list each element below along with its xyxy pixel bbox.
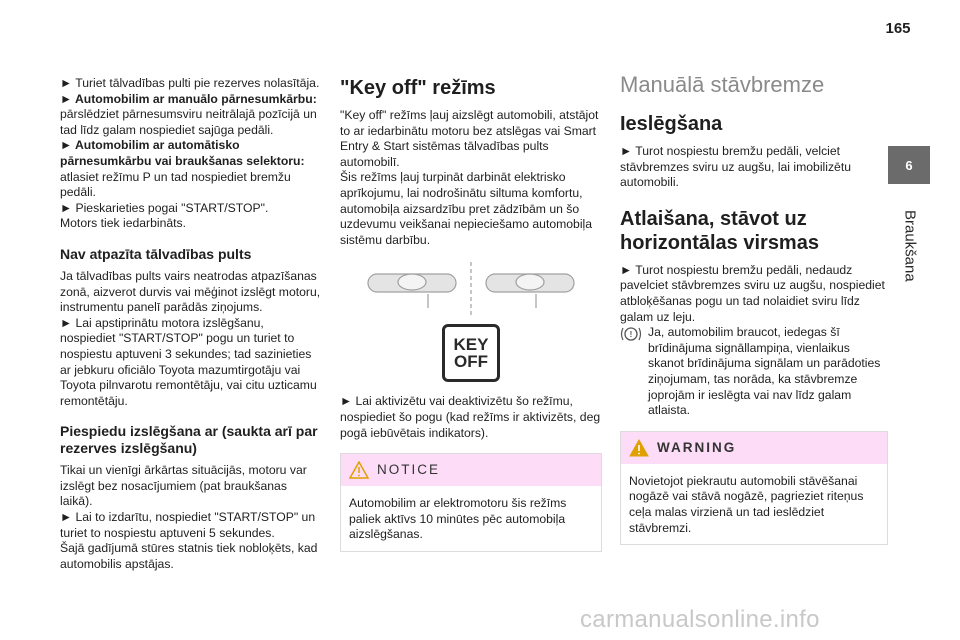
warning-triangle-icon [629, 439, 649, 457]
paragraph: ► Turot nospiestu bremžu pedāli, nedaudz pavelciet stāvbremzes sviru uz augšu, nospiediet atbloķēšanas pogu un tad nolaidiet sviru līdz galam uz leju. [620, 262, 885, 324]
notice-body: Automobilim ar elektromotoru šis režīms paliek aktīvs 10 minūtes pēc automobiļa aizslēgšanas. [349, 496, 567, 542]
paragraph: ► Turot nospiestu bremžu pedāli, velciet stāvbremzes sviru uz augšu, lai imobilizētu automobili. [620, 144, 851, 190]
paragraph: Tikai un vienīgi ārkārtas situācijās, motoru var izslēgt bez nosacījumiem (pat braukšanas laikā). [60, 463, 307, 509]
paragraph: ► Lai aktivizētu vai deaktivizētu šo režīmu, nospiediet šo pogu (kad režīms ir aktivizēts, deg pogā iebūvētais indikators). [340, 394, 601, 440]
watermark-footer: carmanualsonline.info [580, 606, 820, 633]
paragraph: ► Lai to izdarītu, nospiediet "START/STOP" un turiet to nospiestu aptuveni 5 sekundes. [60, 510, 316, 540]
notice-box [340, 453, 602, 552]
column-1 [60, 76, 322, 572]
paragraph: Šajā gadījumā stūres statnis tiek nobloķēts, kad automobilis apstājas. [60, 541, 318, 571]
warning-lamp-note [620, 325, 888, 419]
paragraph: ► Lai apstiprinātu motora izslēgšanu, nospiediet "START/STOP" pogu un turiet to nospiestu aptuveni 3 sekundes; tad sazinieties ar jebkuru oficiālo Toyota mazumtirgotāju vai Toyota pilnvarotu remontētāju, vai citu uzticamu remontētāju. [60, 315, 317, 408]
instruction-line: pārslēdziet pārnesumsviru neitrālajā pozīcijā un tad līdz galam nospiediet sajūga pedāli. [60, 107, 317, 137]
svg-text:!: ! [629, 330, 633, 340]
start-instructions [60, 76, 322, 232]
key-off-label-2: OFF [454, 352, 488, 372]
heading-apply: Ieslēgšana [620, 113, 723, 135]
paragraph: Šis režīms ļauj turpināt darbināt elektrisko aprīkojumu, lai nodrošinātu siltuma komfortu, automobiļa aizsardzību pret zādzībām un šo uzdevumu veikšanai nepieciešamo automobiļa sistēmu darbību. [340, 170, 593, 247]
key-off-button-icon [442, 324, 500, 382]
instruction-line: ► Turiet tālvadības pulti pie rezerves nolasītāja. [60, 76, 320, 90]
steering-wheel-icon [340, 260, 602, 320]
warning-box [620, 431, 888, 545]
column-2 [340, 76, 602, 552]
paragraph: Ja tālvadības pults vairs neatrodas atpazīšanas zonā, aizverot durvis vai mēģinot izslēgt motoru, instrumentu panelī parādās ziņojums. [60, 268, 321, 315]
notice-title: NOTICE [377, 462, 441, 478]
warning-title: WARNING [657, 439, 737, 455]
parking-brake-warning-icon [620, 325, 642, 343]
key-off-label-1: KEY [453, 335, 489, 355]
warning-triangle-icon [349, 461, 369, 479]
page-number: 165 [885, 20, 911, 37]
bold-instruction: ► Automobilim ar manuālo pārnesumkārbu: [60, 91, 317, 106]
section-title: Manuālā stāvbremze [620, 72, 825, 97]
instruction-line: ► Pieskarieties pogai "START/STOP". [60, 200, 269, 215]
paragraph: Ja, automobilim braucot, iedegas šī brīdinājuma signāllampiņa, vienlaikus skanot brīdinājuma signālam un parādoties ziņojumam, tas norāda, ka stāvbremze joprojām ir ieslēgta vai nav līdz galam atlaista. [648, 325, 881, 418]
bold-instruction: ► Automobilim ar automātisko pārnesumkārbu vai braukšanas selektoru: [60, 138, 305, 168]
column-3 [620, 72, 888, 545]
heading-remote-not-detected: Nav atpazīta tālvadības pults [60, 245, 252, 262]
paragraph: "Key off" režīms ļauj aizslēgt automobili, atstājot to ar iedarbinātu motoru bez atslēgas vai Smart Entry & Start sistēmas tālvadības pults automobilī. [340, 108, 599, 169]
chapter-tab[interactable]: 6 [888, 146, 930, 184]
heading-release: Atlaišana, stāvot uz horizontālas virsmas [620, 207, 819, 254]
heading-forced-shutdown: Piespiedu izslēgšana ar (saukta arī par rezerves izslēgšanu) [60, 423, 318, 457]
heading-key-off: "Key off" režīms [340, 77, 496, 99]
instruction-line: Motors tiek iedarbināts. [60, 216, 186, 231]
instruction-line: atlasiet režīmu P un tad nospiediet bremžu pedāli. [60, 169, 291, 200]
chapter-label: Braukšana [901, 210, 919, 282]
steering-wheel-illustration [340, 260, 602, 320]
warning-body: Novietojot piekrautu automobili stāvēšanai nogāzē vai stāvā nogāzē, pagrieziet riteņus ceļa malas virzienā un tad ieslēdziet stāvbremzi. [629, 473, 864, 535]
